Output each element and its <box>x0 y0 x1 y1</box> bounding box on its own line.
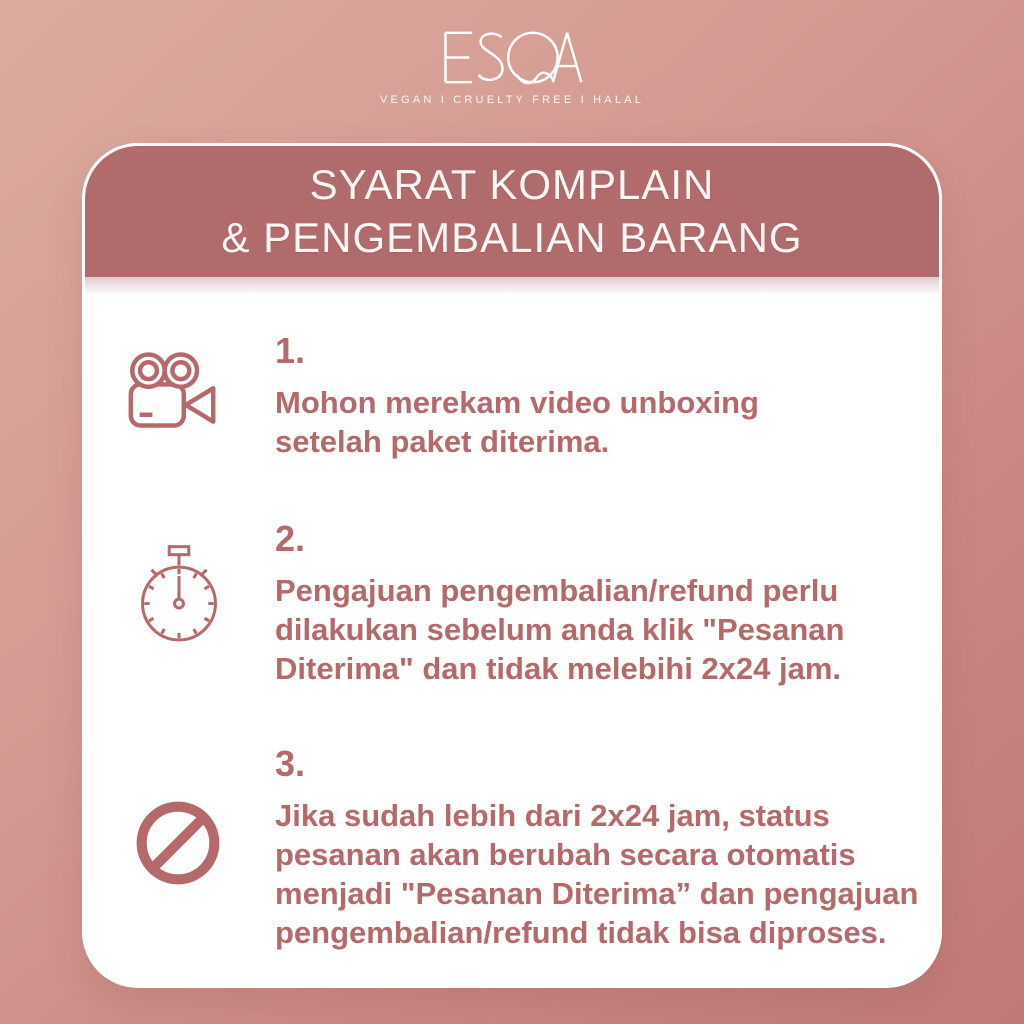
rule-number: 1. <box>275 330 306 371</box>
rule-text-line: pesanan akan berubah secara otomatis <box>275 837 856 872</box>
rule-text-line: menjadi "Pesanan Diterima” dan pengajuan <box>275 876 919 911</box>
rule-text-line: setelah paket diterima. <box>275 424 610 459</box>
brand-tagline: VEGAN I CRUELTY FREE I HALAL <box>379 94 645 106</box>
rule-number: 2. <box>275 518 306 559</box>
rule-item-3 <box>275 743 935 952</box>
video-camera-icon <box>122 352 224 438</box>
rule-text-line: pengembalian/refund tidak bisa diproses. <box>275 915 887 950</box>
rule-text-line: Jika sudah lebih dari 2x24 jam, status <box>275 798 830 833</box>
banner-shadow <box>85 277 939 295</box>
header-title-line2: & PENGEMBALIAN BARANG <box>221 213 803 261</box>
esqa-logo-icon <box>436 28 588 87</box>
stopwatch-icon <box>139 544 219 644</box>
info-card <box>82 143 942 988</box>
rule-item-1 <box>275 330 935 461</box>
card-header-banner <box>82 143 942 277</box>
brand-logo <box>0 28 1024 106</box>
rule-text-line: Pengajuan pengembalian/refund perlu <box>275 573 839 608</box>
rule-text-line: dilakukan sebelum anda klik "Pesanan <box>275 612 845 647</box>
rule-text-line: Diterima" dan tidak melebihi 2x24 jam. <box>275 651 842 686</box>
rule-item-2 <box>275 518 935 688</box>
rule-number: 3. <box>275 743 306 784</box>
header-title-line1: SYARAT KOMPLAIN <box>309 160 715 208</box>
rule-text-line: Mohon merekam video unboxing <box>275 385 759 420</box>
prohibited-icon <box>132 797 224 889</box>
